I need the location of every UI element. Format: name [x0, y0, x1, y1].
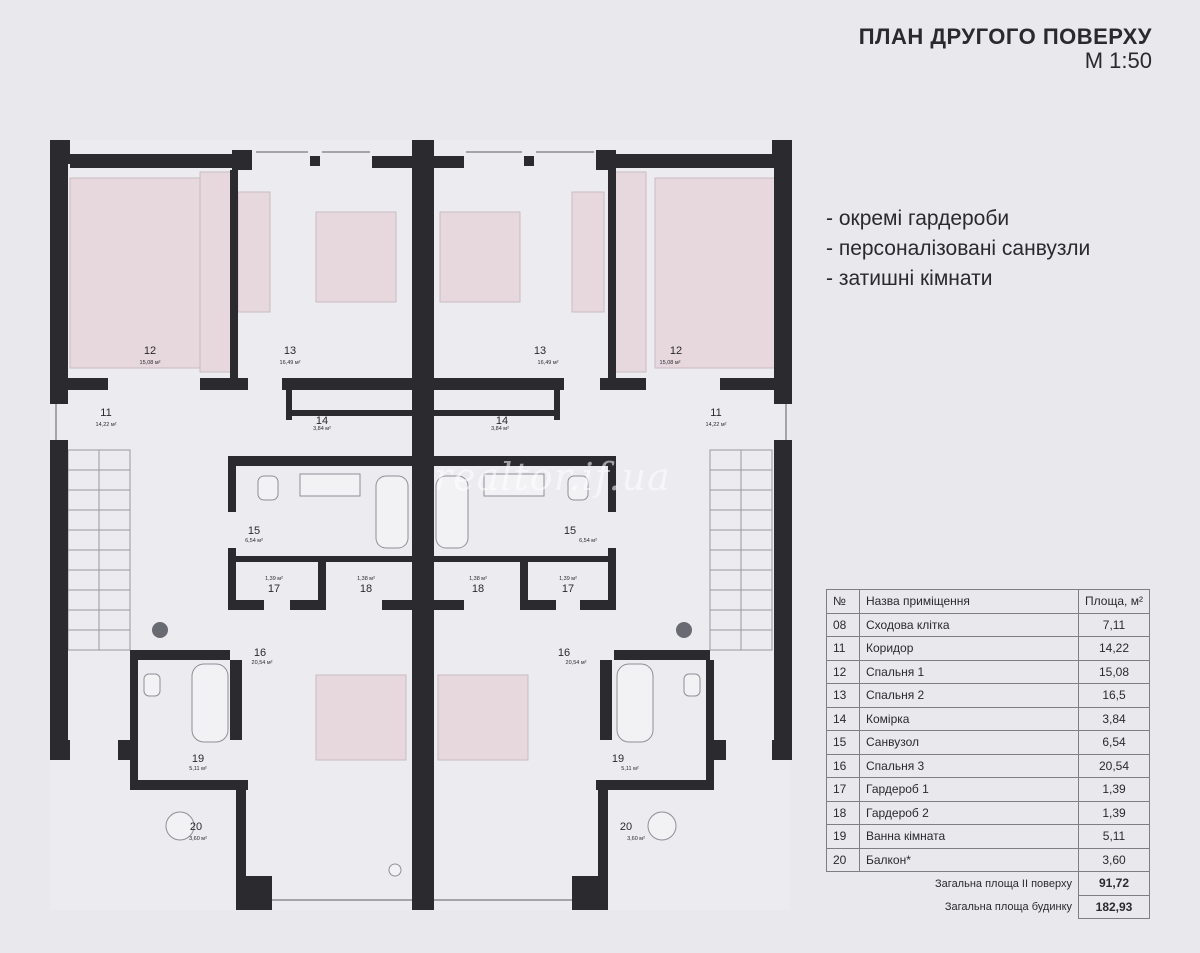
wall — [236, 876, 272, 910]
legend-name: Коридор — [860, 637, 1079, 661]
wall — [616, 154, 776, 168]
wall — [706, 740, 726, 760]
bed-16-right — [438, 675, 528, 760]
room-number: 15 — [247, 525, 261, 537]
wall — [290, 600, 326, 610]
legend-num: 18 — [827, 801, 860, 825]
room-area: 16,49 м² — [537, 360, 559, 366]
wall — [600, 660, 612, 740]
wardrobe-12-right — [614, 172, 646, 372]
legend-area: 3,84 — [1079, 707, 1150, 731]
room-area: 1,39 м² — [265, 576, 283, 582]
wall — [228, 600, 264, 610]
wall — [434, 410, 554, 416]
legend-name: Гардероб 2 — [860, 801, 1079, 825]
room-area: 15,08 м² — [659, 360, 681, 366]
legend-num: 20 — [827, 848, 860, 872]
room-number: 18 — [359, 583, 373, 595]
room-number: 12 — [669, 345, 683, 357]
legend-header-num: № — [827, 590, 860, 614]
bed-13-left — [316, 212, 396, 302]
legend-row — [827, 660, 1150, 684]
legend-num: 15 — [827, 731, 860, 755]
room-number: 16 — [253, 647, 267, 659]
legend-num: 13 — [827, 684, 860, 708]
legend-row — [827, 778, 1150, 802]
legend-row — [827, 613, 1150, 637]
wall — [608, 170, 616, 382]
legend-total-value: 91,72 — [1079, 872, 1150, 896]
bed-12-left — [70, 178, 200, 368]
wall — [228, 456, 236, 512]
legend-row — [827, 825, 1150, 849]
bathtub-15-left — [376, 476, 408, 548]
room-number: 13 — [533, 345, 547, 357]
plan-title — [859, 26, 1152, 72]
room-number: 17 — [561, 583, 575, 595]
legend-area: 15,08 — [1079, 660, 1150, 684]
legend-name: Гардероб 1 — [860, 778, 1079, 802]
bed-12-right — [655, 178, 775, 368]
wall — [228, 556, 412, 562]
wall-party — [412, 140, 434, 910]
bathtub-19-left — [192, 664, 228, 742]
legend-name: Сходова клітка — [860, 613, 1079, 637]
wall — [292, 410, 412, 416]
room-number: 19 — [191, 753, 205, 765]
legend-name: Спальня 2 — [860, 684, 1079, 708]
room-area: 5,11 м² — [621, 766, 639, 772]
room-number: 11 — [100, 407, 112, 419]
wall — [774, 164, 792, 404]
room-area: 20,54 м² — [565, 660, 587, 666]
wall — [772, 740, 792, 760]
legend-area: 16,5 — [1079, 684, 1150, 708]
wall — [310, 156, 320, 166]
bed-16-left — [316, 675, 406, 760]
wall — [138, 780, 248, 790]
wall — [130, 660, 138, 790]
wall — [236, 790, 246, 882]
room-number: 11 — [710, 407, 722, 419]
legend-total-value: 182,93 — [1079, 895, 1150, 919]
legend-row — [827, 731, 1150, 755]
room-number: 16 — [557, 647, 571, 659]
wall — [50, 140, 70, 164]
wall — [524, 156, 534, 166]
legend-header-name: Назва приміщення — [860, 590, 1079, 614]
wall — [118, 740, 138, 760]
sink-15-left — [300, 474, 360, 496]
wall — [230, 660, 242, 740]
legend-total-row — [827, 895, 1150, 919]
wall — [572, 876, 608, 910]
legend-num: 14 — [827, 707, 860, 731]
plan-scale: М 1:50 — [1084, 48, 1152, 73]
room-area: 14,22 м² — [705, 422, 727, 428]
wall — [50, 440, 68, 760]
legend-total-label: Загальна площа будинку — [944, 900, 1072, 913]
wardrobe-12-left — [200, 172, 232, 372]
room-number: 12 — [143, 345, 157, 357]
legend-num: 17 — [827, 778, 860, 802]
legend-name: Санвузол — [860, 731, 1079, 755]
legend-row — [827, 684, 1150, 708]
legend-num: 12 — [827, 660, 860, 684]
wall — [614, 650, 710, 660]
wall — [706, 660, 714, 790]
room-area: 1,39 м² — [559, 576, 577, 582]
wall — [282, 378, 412, 390]
legend-name: Спальня 1 — [860, 660, 1079, 684]
table-20-right — [648, 812, 676, 840]
room-number: 20 — [189, 821, 203, 833]
feature-item: - окремі гардероби — [826, 204, 1090, 234]
desk-left — [238, 192, 270, 312]
room-number: 15 — [563, 525, 577, 537]
room-number: 13 — [283, 345, 297, 357]
room-area: 3,60 м² — [189, 836, 207, 842]
wall — [772, 140, 792, 164]
legend-area: 5,11 — [1079, 825, 1150, 849]
wall — [50, 164, 68, 404]
wall — [68, 378, 108, 390]
toilet-15-left — [258, 476, 278, 500]
room-number: 17 — [267, 583, 281, 595]
legend-row — [827, 754, 1150, 778]
room-number: 14 — [495, 415, 509, 427]
wall — [50, 740, 70, 760]
plant-icon — [676, 622, 692, 638]
wall — [434, 556, 616, 562]
room-number: 14 — [315, 415, 329, 427]
wall — [434, 600, 464, 610]
legend-header-row — [827, 590, 1150, 614]
room-area: 14,22 м² — [95, 422, 117, 428]
legend-area: 1,39 — [1079, 801, 1150, 825]
legend-total-label: Загальна площа II поверху — [935, 877, 1072, 890]
wall — [774, 440, 792, 760]
toilet-19-left — [144, 674, 160, 696]
legend-row — [827, 801, 1150, 825]
wall — [720, 378, 776, 390]
wall — [70, 154, 250, 168]
legend-area: 3,60 — [1079, 848, 1150, 872]
room-area: 6,54 м² — [579, 538, 597, 544]
room-area: 3,84 м² — [491, 426, 509, 432]
wall — [200, 378, 248, 390]
room-area: 16,49 м² — [279, 360, 301, 366]
wall — [520, 600, 556, 610]
legend-area: 14,22 — [1079, 637, 1150, 661]
legend-area: 7,11 — [1079, 613, 1150, 637]
legend-row — [827, 707, 1150, 731]
wall — [596, 780, 714, 790]
wall — [372, 156, 412, 168]
legend-area: 6,54 — [1079, 731, 1150, 755]
legend-name: Ванна кімната — [860, 825, 1079, 849]
room-legend-table — [826, 589, 1150, 919]
room-area: 3,84 м² — [313, 426, 331, 432]
legend-num: 16 — [827, 754, 860, 778]
legend-name: Комірка — [860, 707, 1079, 731]
room-area: 20,54 м² — [251, 660, 273, 666]
room-area: 6,54 м² — [245, 538, 263, 544]
plan-title-text: ПЛАН ДРУГОГО ПОВЕРХУ — [858, 24, 1152, 49]
legend-area: 1,39 — [1079, 778, 1150, 802]
feature-item: - затишні кімнати — [826, 264, 1090, 294]
wall — [286, 390, 292, 420]
lamp-16 — [389, 864, 401, 876]
wall — [434, 156, 464, 168]
room-area: 3,60 м² — [627, 836, 645, 842]
legend-name: Балкон* — [860, 848, 1079, 872]
wall — [230, 170, 238, 382]
legend-header-area: Площа, м² — [1079, 590, 1150, 614]
watermark: realtor.if.ua — [434, 455, 671, 499]
room-number: 20 — [619, 821, 633, 833]
room-area: 1,38 м² — [357, 576, 375, 582]
wall — [600, 378, 646, 390]
legend-total-row — [827, 872, 1150, 896]
wall — [598, 790, 608, 882]
room-area: 5,11 м² — [189, 766, 207, 772]
room-number: 18 — [471, 583, 485, 595]
room-area: 1,38 м² — [469, 576, 487, 582]
wall — [130, 650, 230, 660]
wall — [232, 150, 252, 170]
wall — [596, 150, 616, 170]
wall — [434, 378, 564, 390]
desk-right — [572, 192, 604, 312]
wall — [554, 390, 560, 420]
legend-num: 11 — [827, 637, 860, 661]
feature-item: - персоналізовані санвузли — [826, 234, 1090, 264]
legend-row — [827, 848, 1150, 872]
bed-13-right — [440, 212, 520, 302]
wall — [228, 456, 412, 466]
toilet-19-right — [684, 674, 700, 696]
room-number: 19 — [611, 753, 625, 765]
legend-num: 19 — [827, 825, 860, 849]
feature-list — [826, 204, 1090, 294]
legend-num: 08 — [827, 613, 860, 637]
room-area: 15,08 м² — [139, 360, 161, 366]
plant-icon — [152, 622, 168, 638]
wall — [580, 600, 616, 610]
bathtub-19-right — [617, 664, 653, 742]
legend-area: 20,54 — [1079, 754, 1150, 778]
wall — [382, 600, 412, 610]
legend-name: Спальня 3 — [860, 754, 1079, 778]
legend-row — [827, 637, 1150, 661]
